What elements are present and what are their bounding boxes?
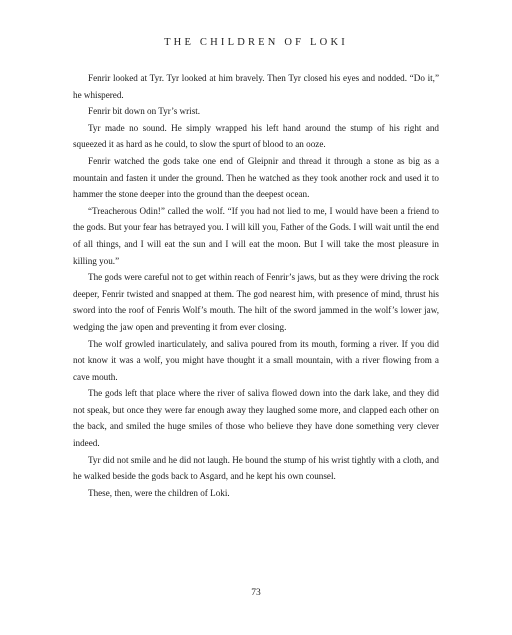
paragraph: Tyr made no sound. He simply wrapped his left hand around the stump of his right and squeezed it as hard as he could, to slow the spurt of blood to an ooze.	[73, 122, 439, 150]
paragraph: Fenrir looked at Tyr. Tyr looked at him bravely. Then Tyr closed his eyes and nodded. “Do it,” he whispered.	[73, 73, 439, 100]
paragraph: The wolf growled inarticulately, and saliva poured from its mouth, forming a river. If you did not know it was a wolf, you might have thought it a small mountain, with a river flowing from a cave mouth.	[73, 338, 439, 382]
paragraph: “Treacherous Odin!” called the wolf. “If you had not lied to me, I would have been a friend to the gods. But your fear has betrayed you. I will kill you, Father of the Gods. I will wait until the end of all things, and I will eat the sun and I will eat the moon. But I will take the most pleasure in killing you.”	[73, 205, 439, 266]
paragraph: Tyr did not smile and he did not laugh. He bound the stump of his wrist tightly with a cloth, and he walked beside the gods back to Asgard, and he kept his own counsel.	[73, 454, 439, 482]
paragraph: These, then, were the children of Loki.	[88, 487, 230, 498]
paragraph: Fenrir bit down on Tyr’s wrist.	[88, 106, 201, 117]
paragraph: The gods were careful not to get within reach of Fenrir’s jaws, but as they were driving the rock deeper, Fenrir twisted and snapped at them. The god nearest him, with presence of mind, thrust his sword into the roof of Fenris Wolf’s mouth. The hilt of the sword jammed in the wolf’s lower jaw, wedging the jaw open and preventing it from ever closing.	[73, 272, 439, 332]
page-number: 73	[251, 588, 261, 598]
body-text	[73, 70, 439, 501]
paragraph: Fenrir watched the gods take one end of Gleipnir and thread it through a stone as big as a mountain and fasten it under the ground. Then he watched as they took another rock and used it to hammer the stone deeper into the ground than the deepest ocean.	[73, 155, 439, 200]
paragraph: The gods left that place where the river of saliva flowed down into the dark lake, and they did not speak, but once they were far enough away they laughed some more, and clapped each other on the back, and smiled the huge smiles of those who believe they have done something very clever indeed.	[73, 388, 439, 449]
running-head: THE CHILDREN OF LOKI	[164, 37, 348, 48]
